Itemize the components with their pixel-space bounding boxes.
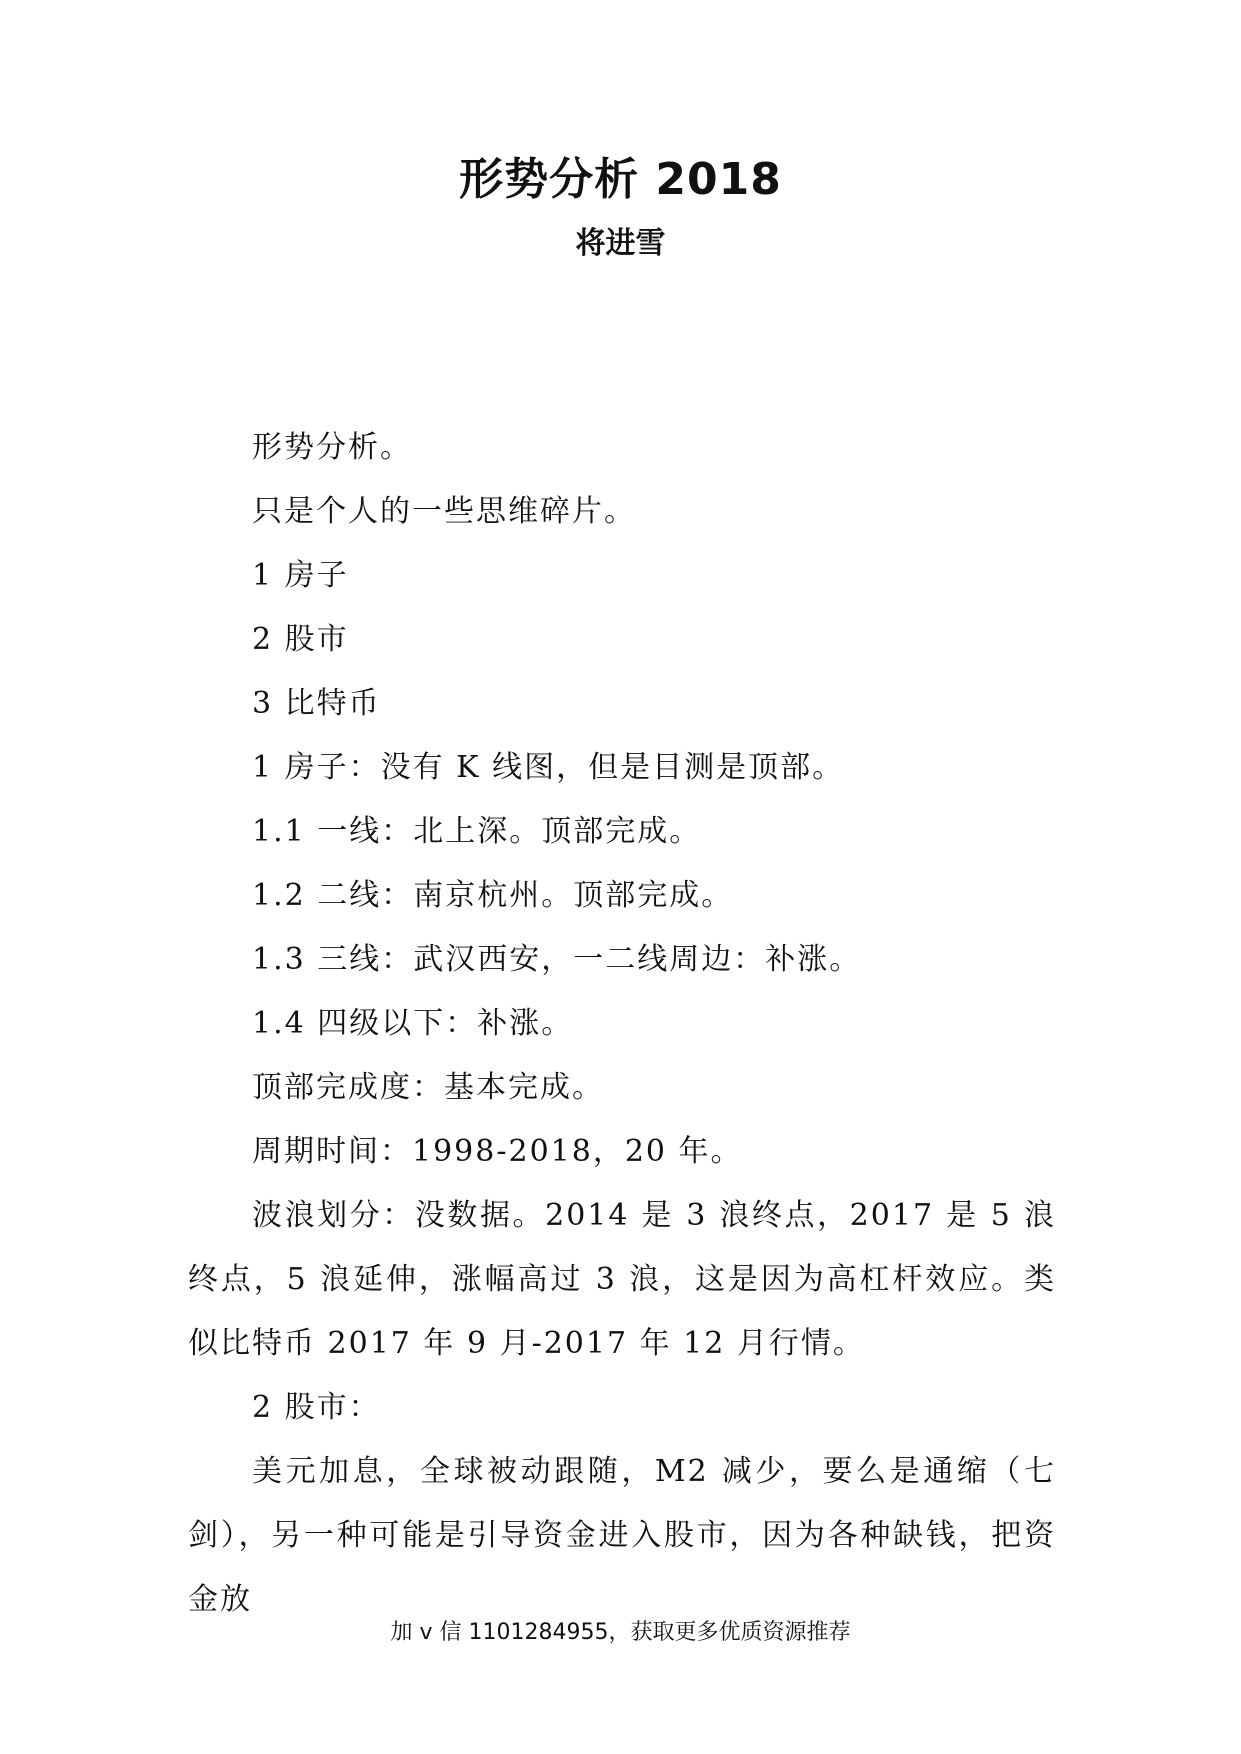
- paragraph: 周期时间：1998-2018，20 年。: [252, 1134, 743, 1169]
- paragraph: 形势分析。: [252, 430, 412, 465]
- page-footer: 加 v 信 1101284955，获取更多优质资源推荐: [390, 1620, 851, 1645]
- paragraph: 3 比特币: [252, 686, 381, 721]
- paragraph: 1 房子: [252, 558, 349, 593]
- paragraph: 波浪划分：没数据。2014 是 3 浪终点，2017 是 5 浪终点，5 浪延伸，涨幅高过 3 浪，这是因为高杠杆效应。类似比特币 2017 年 9 月-2017 年 12 月行情。: [188, 1198, 1056, 1361]
- paragraph: 1.4 四级以下：补涨。: [252, 1006, 574, 1041]
- paragraph: 1 房子：没有 K 线图，但是目测是顶部。: [252, 750, 845, 785]
- document-body: [188, 416, 1056, 1632]
- paragraph: 美元加息，全球被动跟随，M2 减少，要么是通缩（七剑），另一种可能是引导资金进入股市，因为各种缺钱，把资金放: [188, 1454, 1056, 1617]
- paragraph: 1.1 一线：北上深。顶部完成。: [252, 814, 702, 849]
- paragraph: 2 股市: [252, 622, 349, 657]
- paragraph: 只是个人的一些思维碎片。: [252, 494, 636, 529]
- paragraph: 1.3 三线：武汉西安，一二线周边：补涨。: [252, 942, 862, 977]
- paragraph: 1.2 二线：南京杭州。顶部完成。: [252, 878, 734, 913]
- document-author: 将进雪: [575, 226, 666, 261]
- document-title: 形势分析 2018: [459, 154, 782, 205]
- paragraph: 顶部完成度：基本完成。: [252, 1070, 604, 1105]
- paragraph: 2 股市：: [252, 1390, 381, 1425]
